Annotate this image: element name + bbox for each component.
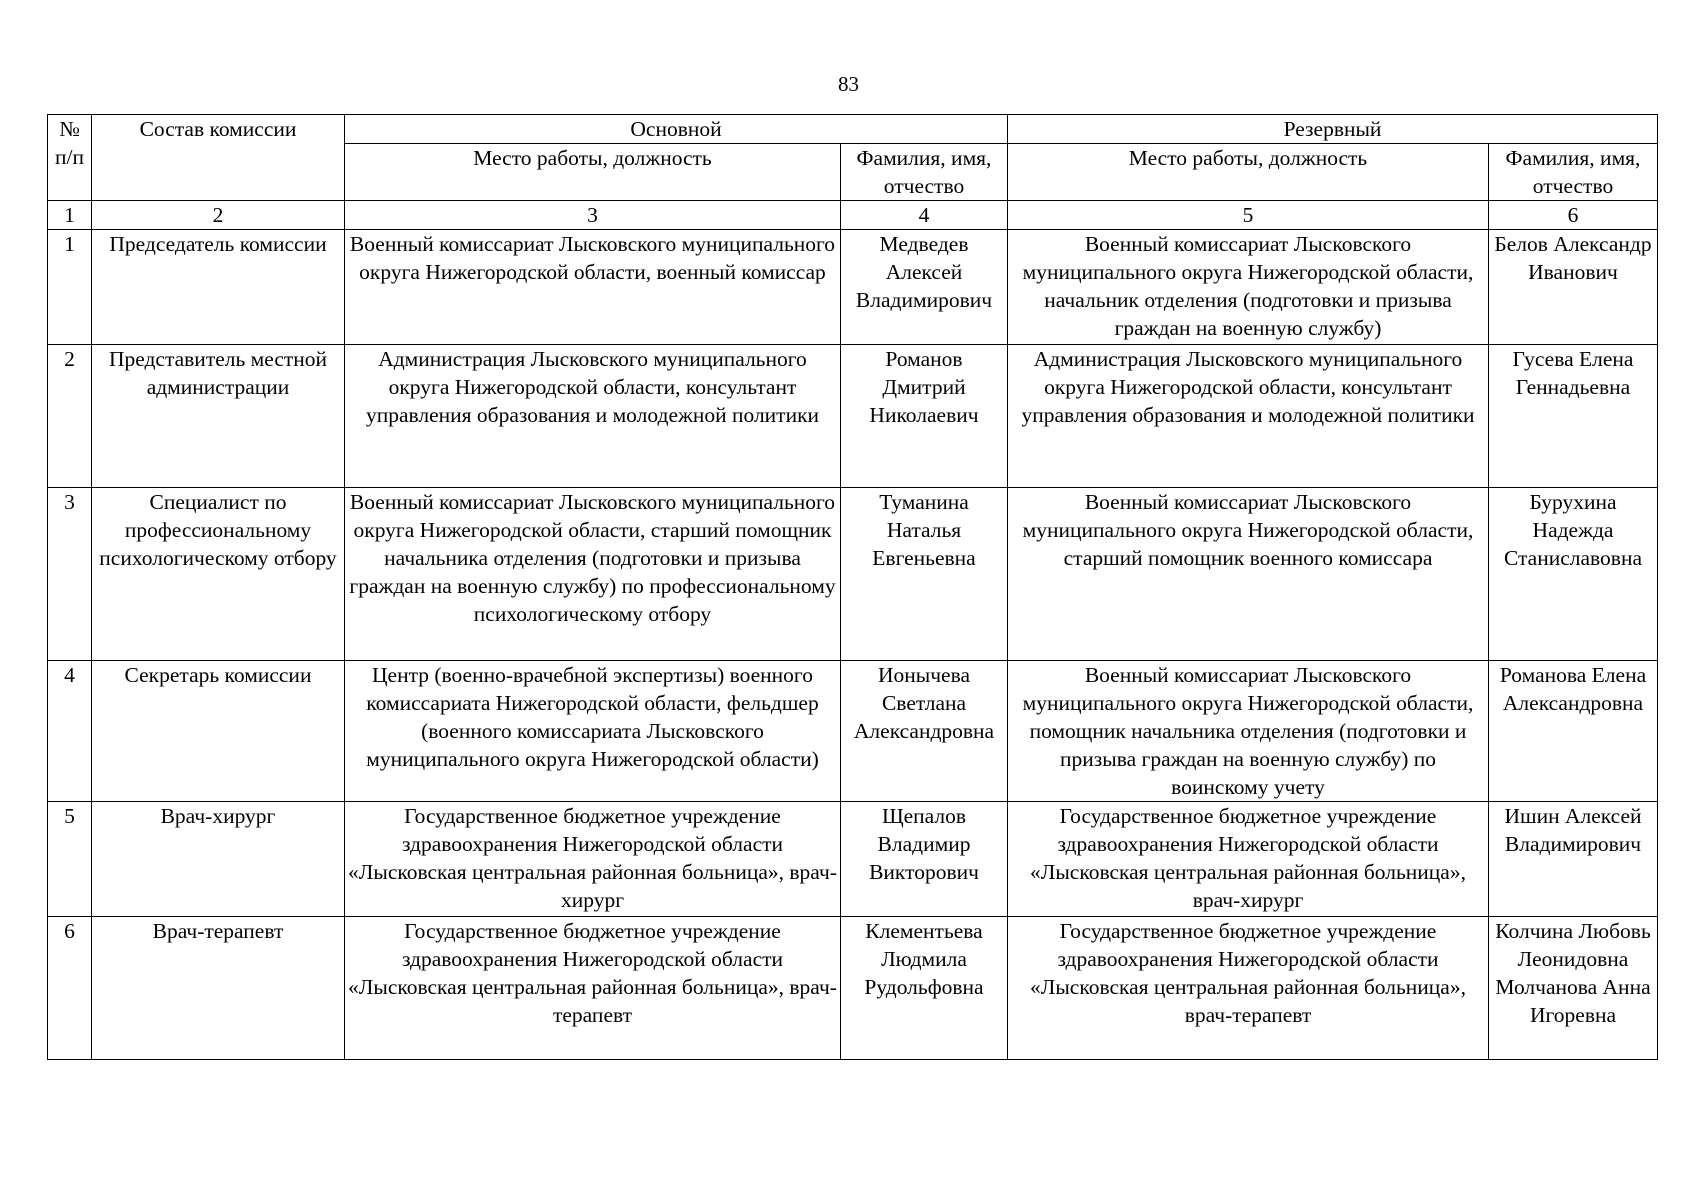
- row-reserve-workplace: Военный комиссариат Лысковского муниципального округа Нижегородской области, старший помощник военного комиссара: [1008, 488, 1489, 661]
- header-main-group: Основной: [345, 115, 1008, 144]
- row-number: 3: [48, 488, 92, 661]
- row-main-workplace: Государственное бюджетное учреждение здравоохранения Нижегородской области «Лысковская центральная районная больница», врач-хирург: [345, 802, 841, 917]
- row-number: 4: [48, 661, 92, 802]
- row-role: Специалист по профессиональному психологическому отбору: [92, 488, 345, 661]
- row-reserve-fio: Ишин Алексей Владимирович: [1489, 802, 1658, 917]
- column-index: 4: [841, 201, 1008, 230]
- commission-table: [47, 114, 1658, 1060]
- header-reserve-fio: Фамилия, имя, отчество: [1489, 144, 1658, 201]
- header-row-groups: [48, 115, 1658, 144]
- table-row: [48, 230, 1658, 345]
- table-row: [48, 917, 1658, 1060]
- table-row: [48, 802, 1658, 917]
- header-reserve-group: Резервный: [1008, 115, 1658, 144]
- row-reserve-fio: Бурухина Надежда Станиславовна: [1489, 488, 1658, 661]
- table-row: [48, 661, 1658, 802]
- row-role: Врач-терапевт: [92, 917, 345, 1060]
- header-composition: Состав комиссии: [92, 115, 345, 201]
- row-reserve-fio: Гусева Елена Геннадьевна: [1489, 345, 1658, 488]
- header-main-fio: Фамилия, имя, отчество: [841, 144, 1008, 201]
- row-main-workplace: Государственное бюджетное учреждение здравоохранения Нижегородской области «Лысковская центральная районная больница», врач-терапевт: [345, 917, 841, 1060]
- header-num: № п/п: [48, 115, 92, 201]
- row-main-fio: Ионычева Светлана Александровна: [841, 661, 1008, 802]
- row-reserve-workplace: Военный комиссариат Лысковского муниципального округа Нижегородской области, начальник отделения (подготовки и призыва граждан на военную службу): [1008, 230, 1489, 345]
- row-reserve-workplace: Администрация Лысковского муниципального округа Нижегородской области, консультант управления образования и молодежной политики: [1008, 345, 1489, 488]
- column-index: 2: [92, 201, 345, 230]
- row-reserve-workplace: Государственное бюджетное учреждение здравоохранения Нижегородской области «Лысковская центральная районная больница», врач-хирург: [1008, 802, 1489, 917]
- column-index: 1: [48, 201, 92, 230]
- column-index: 3: [345, 201, 841, 230]
- column-index: 6: [1489, 201, 1658, 230]
- row-main-fio: Медведев Алексей Владимирович: [841, 230, 1008, 345]
- row-role: Врач-хирург: [92, 802, 345, 917]
- row-reserve-fio: Белов Александр Иванович: [1489, 230, 1658, 345]
- page-number: 83: [838, 72, 859, 96]
- row-main-fio: Клементьева Людмила Рудольфовна: [841, 917, 1008, 1060]
- row-number: 2: [48, 345, 92, 488]
- table-row: [48, 345, 1658, 488]
- row-main-fio: Туманина Наталья Евгеньевна: [841, 488, 1008, 661]
- row-main-workplace: Центр (военно-врачебной экспертизы) военного комиссариата Нижегородской области, фельдшер (военного комиссариата Лысковского муниципального округа Нижегородской области): [345, 661, 841, 802]
- row-main-workplace: Военный комиссариат Лысковского муниципального округа Нижегородской области, старший помощник начальника отделения (подготовки и призыва граждан на военную службу) по профессиональному психологическому отбору: [345, 488, 841, 661]
- table-row: [48, 488, 1658, 661]
- row-number: 1: [48, 230, 92, 345]
- row-role: Председатель комиссии: [92, 230, 345, 345]
- row-main-fio: Романов Дмитрий Николаевич: [841, 345, 1008, 488]
- column-index-row: [48, 201, 1658, 230]
- header-reserve-workplace: Место работы, должность: [1008, 144, 1489, 201]
- row-role: Представитель местной администрации: [92, 345, 345, 488]
- row-number: 6: [48, 917, 92, 1060]
- row-main-workplace: Администрация Лысковского муниципального округа Нижегородской области, консультант управления образования и молодежной политики: [345, 345, 841, 488]
- row-role: Секретарь комиссии: [92, 661, 345, 802]
- row-reserve-workplace: Государственное бюджетное учреждение здравоохранения Нижегородской области «Лысковская центральная районная больница», врач-терапевт: [1008, 917, 1489, 1060]
- row-main-fio: Щепалов Владимир Викторович: [841, 802, 1008, 917]
- header-main-workplace: Место работы, должность: [345, 144, 841, 201]
- row-reserve-fio: Колчина Любовь Леонидовна Молчанова Анна Игоревна: [1489, 917, 1658, 1060]
- row-number: 5: [48, 802, 92, 917]
- row-main-workplace: Военный комиссариат Лысковского муниципального округа Нижегородской области, военный комиссар: [345, 230, 841, 345]
- row-reserve-workplace: Военный комиссариат Лысковского муниципального округа Нижегородской области, помощник начальника отделения (подготовки и призыва граждан на военную службу) по воинскому учету: [1008, 661, 1489, 802]
- row-reserve-fio: Романова Елена Александровна: [1489, 661, 1658, 802]
- column-index: 5: [1008, 201, 1489, 230]
